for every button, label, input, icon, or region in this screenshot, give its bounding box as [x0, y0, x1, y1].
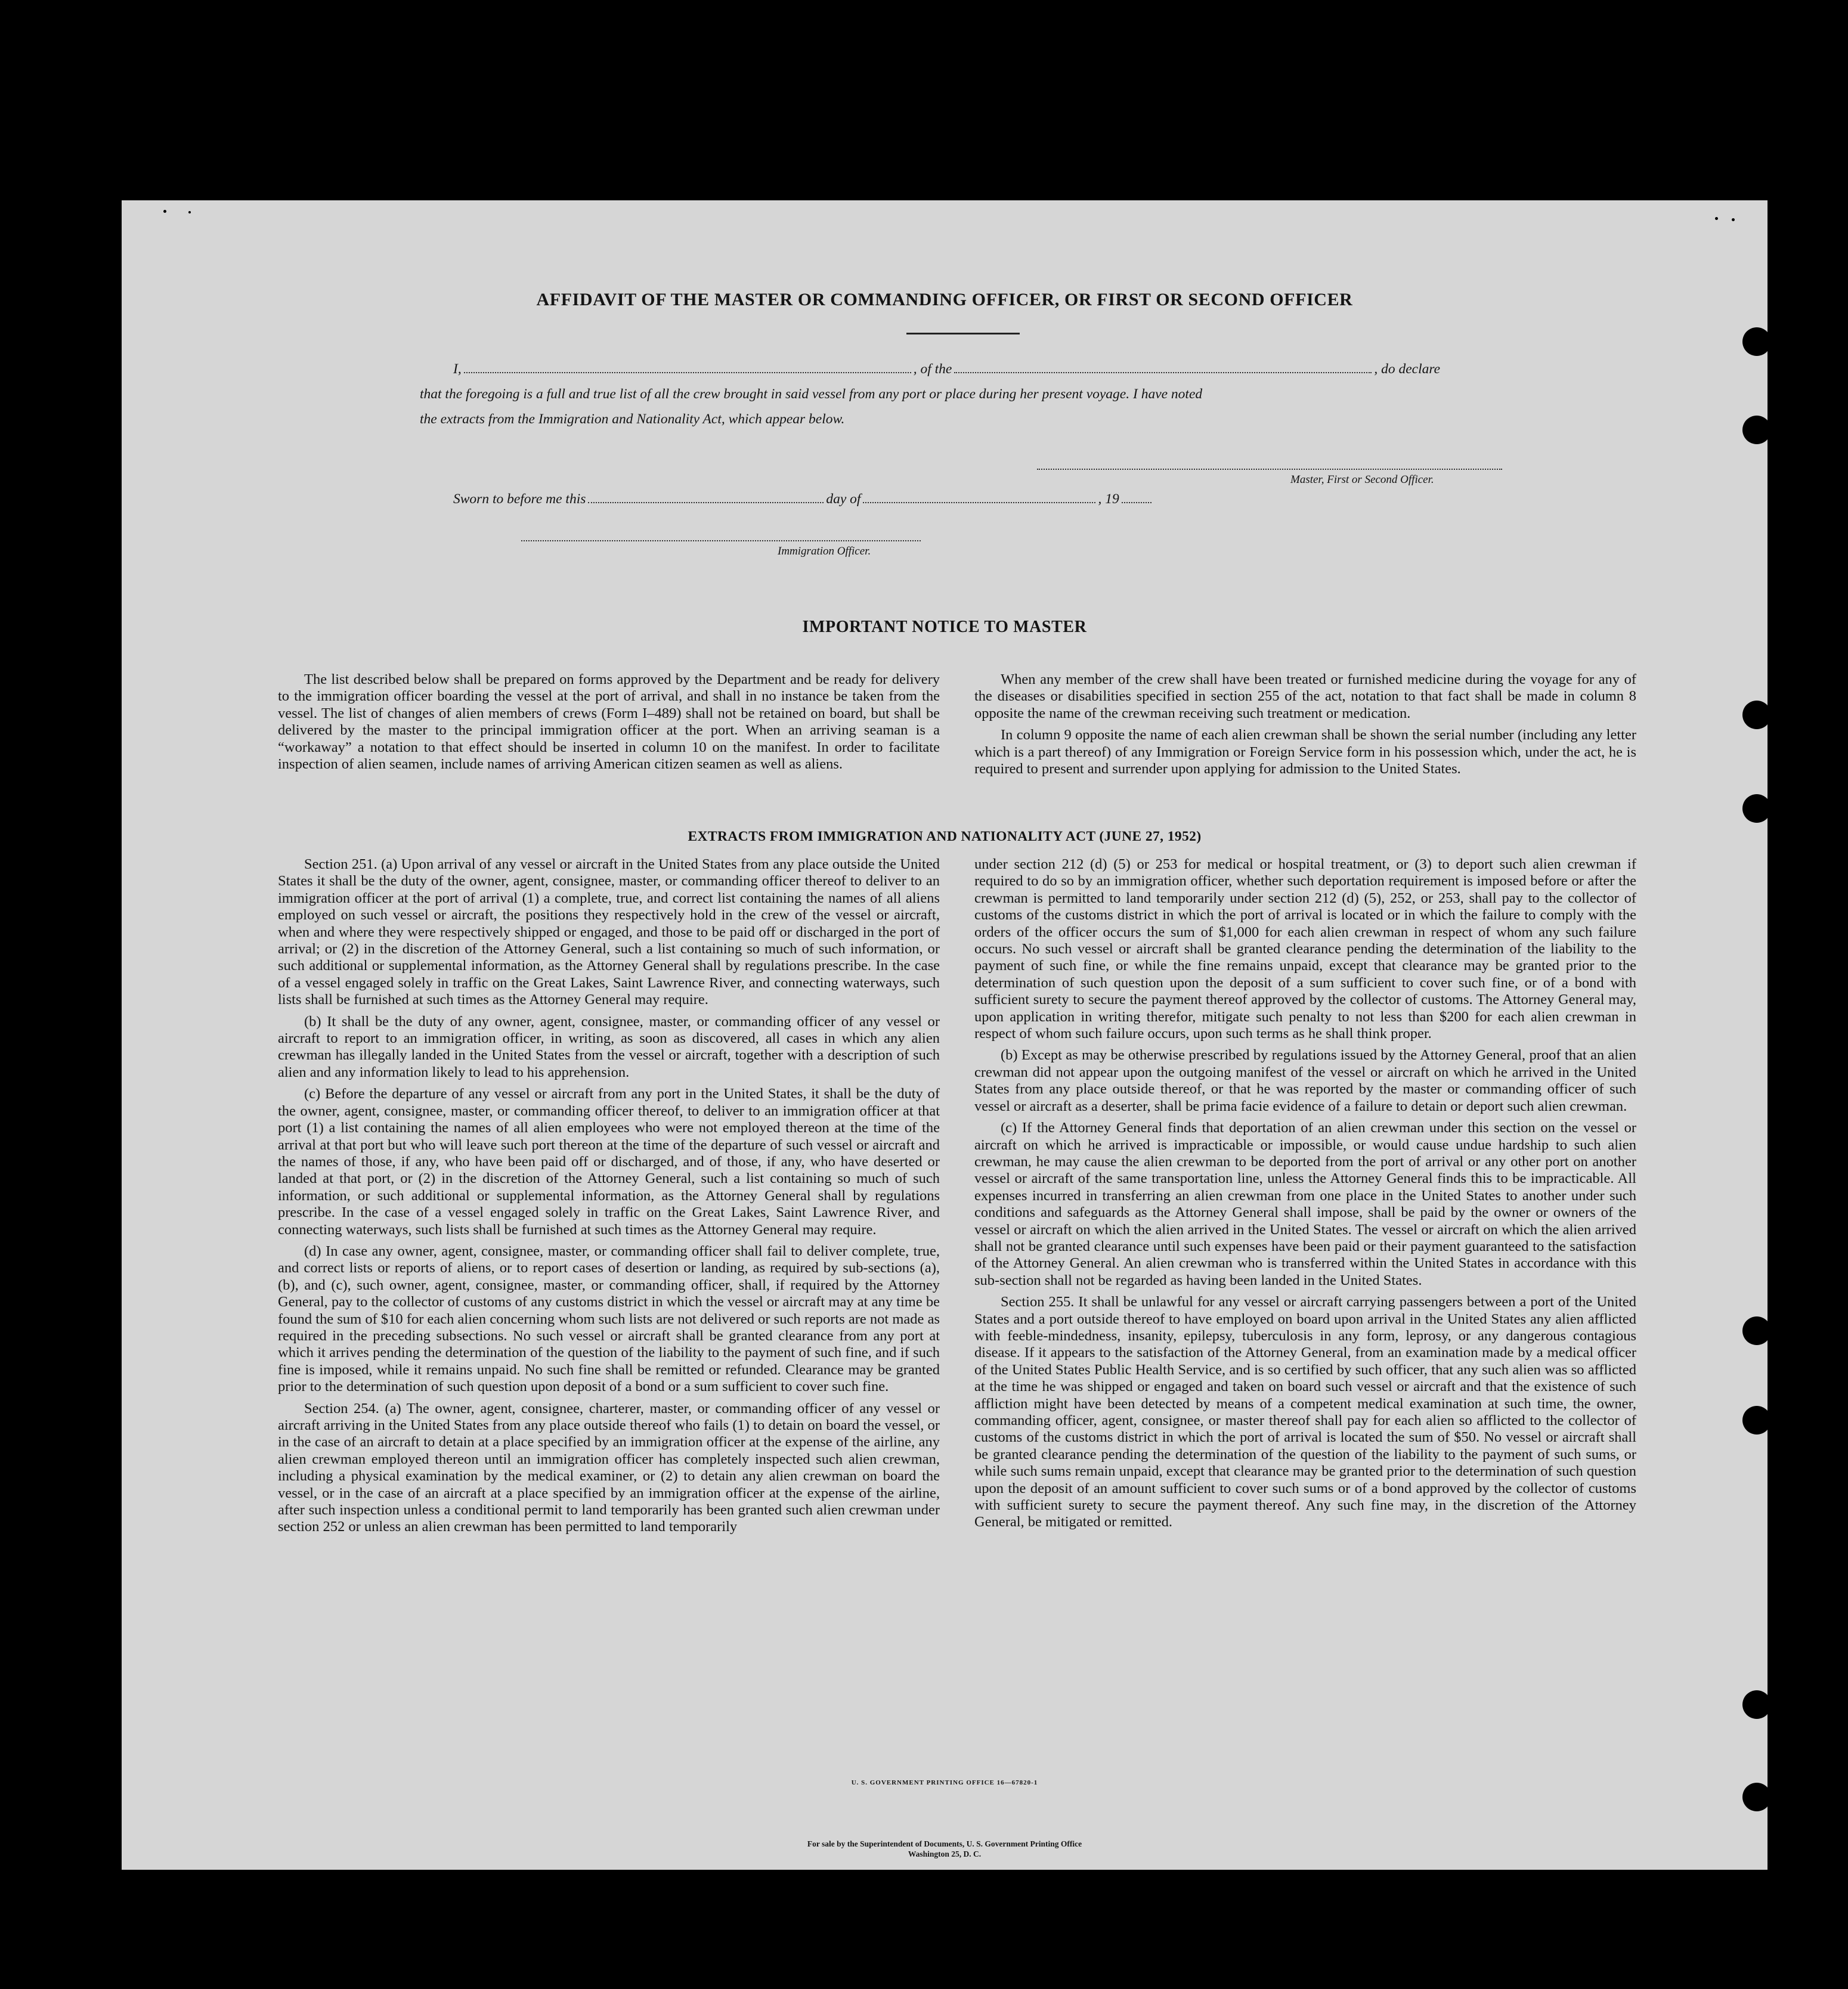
section-255: Section 255. It shall be unlawful for any vessel or aircraft carrying passengers between a port of the United States and a port outside thereof to have employed on board upon arrival in the United States any alien afflicted with feeble-mindedness, insanity, epilepsy, tuberculosis in any form, leprosy, or any dangerous contagious disease. If it appears to the satisfaction of the Attorney General, from an examination made by a medical officer of the United States Public Health Service, and is so certified by such officer, that any such alien was so afflicted at the time he was shipped or engaged and taken on board such vessel or aircraft and that the existence of such affliction might have been detected by means of a competent medical examination at such time, the owner, commanding officer, agent, consignee, or master thereof shall pay for each alien so afflicted to the collector of customs of the customs district in which the port of arrival is located the sum of $50. No vessel or aircraft shall be granted clearance pending the determination of the question of the liability to the payment of such sums, or while such sums remain unpaid, except that clearance may be granted prior to the determination of such question upon the deposit of an amount sufficient to cover such sums or of a bond approved by the collector of customs with sufficient surety to secure the payment thereof. Any such fine may, in the discretion of the Attorney General, be mitigated or remitted. [974, 1294, 1636, 1531]
extracts-title: EXTRACTS FROM IMMIGRATION AND NATIONALITY ACT (JUNE 27, 1952) [688, 829, 1202, 844]
section-254-a-continued: under section 212 (d) (5) or 253 for medical or hospital treatment, or (3) to deport such alien crewman if required to do so by an immigration officer, whether such deportation requirement is imposed before or after the crewman is permitted to land temporarily under section 212 (d) (5), 252, or 253, shall pay to the collector of customs of the customs district in which the port of arrival is located or in which the failure to comply with the orders of the officer occurs the sum of $1,000 for each alien crewman in respect of whom any such failure occurs. No such vessel or aircraft shall be granted clearance pending the determination of the liability to the payment of such fine, or while the fine remains unpaid, except that clearance may be granted prior to the determination of such question upon the deposit of a sum sufficient to cover such fine, or of a bond with sufficient surety to secure the payment thereof approved by the collector of customs. The Attorney General may, upon application in writing therefor, mitigate such penalty to not less than $200 for each alien crewman in respect of whom such failure occurs, upon such terms as he shall think proper. [974, 856, 1636, 1042]
punch-hole [1742, 1316, 1771, 1345]
punch-hole [1742, 416, 1771, 444]
declaration-i: I, [453, 361, 462, 377]
edge-mark [1715, 217, 1718, 220]
section-251-d: (d) In case any owner, agent, consignee, master, or commanding officer shall fail to deliver complete, true, and correct lists or reports of aliens, or to report cases of desertion or landing, as required by sub-sections (a), (b), and (c), such owner, agent, consignee, master, or commanding officer, shall, if required by the Attorney General, pay to the collector of customs of any customs district in which the vessel or aircraft may at any time be found the sum of $10 for each alien concerning whom such lists are not delivered or such reports are not made as required in the preceding subsections. No such vessel or aircraft shall be granted clearance from any port at which it arrives pending the determination of the question of the liability to the payment of such fine, and if such fine is imposed, while it remains unpaid. No such fine shall be remitted or refunded. Clearance may be granted prior to the determination of such question upon deposit of a bond or a sum sufficient to cover such fine. [278, 1243, 940, 1395]
declaration-of-the: , of the [913, 361, 952, 377]
punch-hole [1742, 701, 1771, 729]
name-field[interactable] [464, 372, 911, 373]
officer-signature-label: Immigration Officer. [778, 545, 871, 557]
officer-signature-line[interactable] [521, 540, 921, 541]
section-254-a: Section 254. (a) The owner, agent, consignee, charterer, master, or commanding officer of any vessel or aircraft arriving in the United States from any place outside thereof who fails (1) to detain on board the vessel, or in the case of an aircraft to detain at a place specified by an immigration officer at the expense of the airline, any alien crewman employed thereon until an immigration officer has completely inspected such alien crewman, including a physical examination by the medical examiner, or (2) to detain any alien crewman on board the vessel, or in the case of an aircraft at a place specified by an immigration officer at the expense of the airline, after such inspection unless a conditional permit to land temporarily has been granted such alien crewman under section 252 or unless an alien crewman has been permitted to land temporarily [278, 1400, 940, 1535]
notice-right-paragraph-2: In column 9 opposite the name of each alien crewman shall be shown the serial number (including any letter which is a part thereof) of any Immigration or Foreign Service form in his possession which, under the act, he is required to present and surrender upon applying for admission to the United States. [974, 727, 1636, 777]
declaration-line-2: that the foregoing is a full and true list of all the crew brought in said vessel from any port or place during her present voyage. I have noted [420, 386, 1203, 402]
sworn-line [453, 491, 1154, 507]
section-251-a: Section 251. (a) Upon arrival of any vessel or aircraft in the United States from any place outside the United States it shall be the duty of the owner, agent, consignee, master, or commanding officer thereof to deliver to an immigration officer at the port of arrival (1) a complete, true, and correct list containing the names of all aliens employed on such vessel or aircraft, the positions they respectively hold in the crew of the vessel or aircraft, when and where they were respectively shipped or engaged, and those to be paid off or discharged in the port of arrival; or (2) in the discretion of the Attorney General, such a list containing so much of such information, or such additional or supplemental information, as the Attorney General shall by regulations prescribe. In the case of a vessel engaged solely in traffic on the Great Lakes, Saint Lawrence River, and connecting waterways, such lists shall be furnished at such times as the Attorney General may require. [278, 856, 940, 1008]
vessel-field[interactable] [954, 372, 1372, 373]
punch-hole [1742, 327, 1771, 356]
edge-mark [188, 211, 191, 213]
notice-right-paragraph-1: When any member of the crew shall have been treated or furnished medicine during the voyage for any of the diseases or disabilities specified in section 255 of the act, notation to that fact shall be made in column 8 opposite the name of the crewman receiving such treatment or medication. [974, 671, 1636, 721]
extracts-left-column [278, 856, 940, 1541]
sale-line-1: For sale by the Superintendent of Documents, U. S. Government Printing Office [807, 1839, 1082, 1848]
punch-hole [1742, 1783, 1771, 1811]
punch-hole [1742, 1690, 1771, 1719]
notice-left-paragraph: The list described below shall be prepared on forms approved by the Department and be ready for delivery to the immigration officer boarding the vessel at the port of arrival, and shall in no instance be taken from the vessel. The list of changes of alien members of crews (Form I–489) shall not be retained on board, but shall be delivered by the master to the principal immigration officer at the port. When an arriving seaman is a “workaway” a notation to that effect should be inserted in column 10 on the manifest. In order to facilitate inspection of alien seamen, include names of arriving American citizen seamen as well as aliens. [278, 671, 940, 773]
master-signature-label: Master, First or Second Officer. [1290, 473, 1434, 486]
master-signature-line[interactable] [1037, 469, 1502, 470]
section-254-c: (c) If the Attorney General finds that deportation of an alien crewman under this section on the vessel or aircraft on which he arrived is impracticable or impossible, or would cause undue hardship to such alien crewman, he may cause the alien crewman to be deported from the port of arrival or any other port on another vessel or aircraft of the same transportation line, unless the Attorney General finds this to be impracticable. All expenses incurred in transferring an alien crewman from one place in the United States to another under such conditions and safeguards as the Attorney General shall impose, shall be paid by the owner or owners of the vessel or aircraft on which the alien arrived in the United States. The vessel or aircraft on which the alien arrived shall not be granted clearance until such expenses have been paid or their payment guaranteed to the satisfaction of the Attorney General. An alien crewman who is transferred within the United States in accordance with this sub-section shall not be regarded as having been landed in the United States. [974, 1120, 1636, 1288]
declaration-line-3: the extracts from the Immigration and Nationality Act, which appear below. [420, 411, 845, 427]
sale-notice [122, 1839, 1767, 1859]
notice-left-column [278, 671, 940, 777]
sworn-text: Sworn to before me this [453, 491, 586, 507]
section-254-b: (b) Except as may be otherwise prescribed by regulations issued by the Attorney General, proof that an alien crewman did not appear upon the outgoing manifest of the vessel or aircraft on which he arrived in the United States from any place outside thereof, or that he was reported by the master or commanding officer of such vessel or aircraft as a deserter, shall be prima facie evidence of a failure to detain or deport such alien crewman. [974, 1047, 1636, 1114]
sworn-month-field[interactable] [863, 502, 1095, 503]
sworn-year: , 19 [1098, 491, 1119, 507]
declaration-declare: , do declare [1374, 361, 1441, 377]
section-251-b: (b) It shall be the duty of any owner, agent, consignee, master, or commanding officer of any vessel or aircraft to report to an immigration officer, in writing, as soon as discovered, all cases in which any alien crewman has illegally landed in the United States from the vessel or aircraft, together with a description of such alien and any information likely to lead to his apprehension. [278, 1013, 940, 1080]
declaration-line-1 [453, 361, 1440, 377]
title-rule [906, 333, 1020, 334]
printing-office-imprint: U. S. GOVERNMENT PRINTING OFFICE 16—67820-1 [851, 1779, 1038, 1786]
edge-mark [1732, 218, 1735, 221]
sworn-day-of: day of [826, 491, 861, 507]
sworn-day-field[interactable] [588, 502, 824, 503]
punch-hole [1742, 1406, 1771, 1435]
notice-right-column [974, 671, 1636, 782]
sale-line-2: Washington 25, D. C. [908, 1849, 982, 1858]
section-251-c: (c) Before the departure of any vessel or aircraft from any port in the United States, it shall be the duty of the owner, agent, consignee, master, or commanding officer thereof, to deliver to an immigration officer at that port (1) a list containing the names of all alien employees who were not employed thereon at the time of the arrival at that port but who will leave such port thereon at the time of the departure of such vessel or aircraft and the names of those, if any, who have been paid off or discharged, and of those, if any, who have deserted or landed at that port, or (2) in the discretion of the Attorney General, such a list containing so much of such information, or such additional or supplemental information, as the Attorney General shall by regulations prescribe. In the case of a vessel engaged solely in traffic on the Great Lakes, Saint Lawrence River, and connecting waterways, such lists shall be furnished at such times as the Attorney General may require. [278, 1086, 940, 1238]
extracts-right-column [974, 856, 1636, 1536]
notice-title: IMPORTANT NOTICE TO MASTER [802, 618, 1087, 636]
edge-mark [163, 210, 166, 213]
punch-hole [1742, 794, 1771, 823]
affidavit-title: AFFIDAVIT OF THE MASTER OR COMMANDING OFFICER, OR FIRST OR SECOND OFFICER [536, 290, 1353, 309]
form-page [122, 200, 1767, 1870]
sworn-year-field[interactable] [1122, 502, 1151, 503]
